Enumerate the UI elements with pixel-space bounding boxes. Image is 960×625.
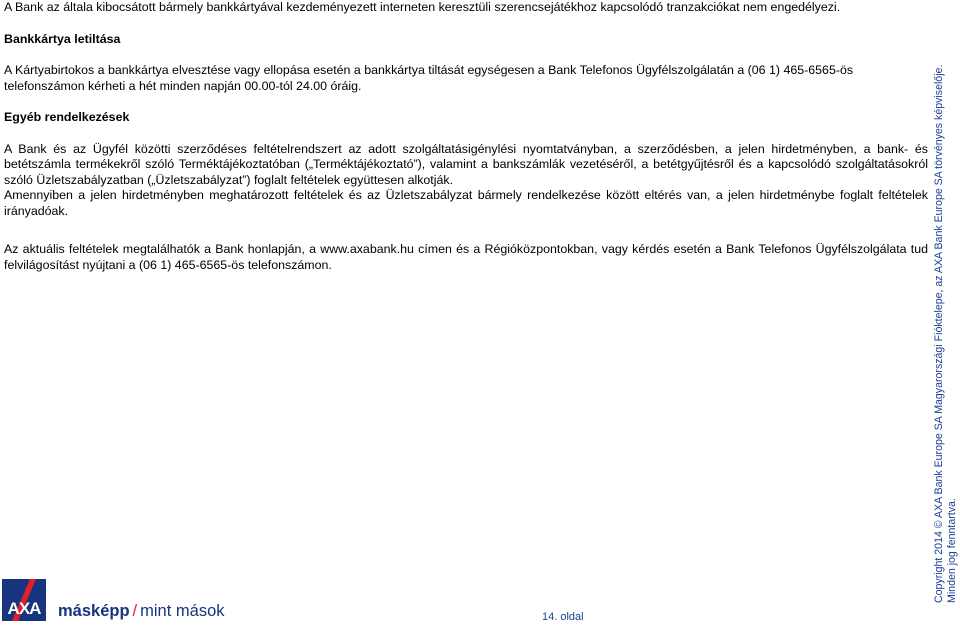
- contract-terms-paragraph: A Bank és az Ügyfél közötti szerződéses feltételrendszert az adott szolgáltatásigénylési nyomtatványban, a szerződésben, a jelen hirdetményben, a bank- és betétszámla termékekről szóló Terméktájékoztatóban („Terméktájékoztató”), valamint a bankszámlák vezetéséről, a betétgyűjtésről és a kapcsolódó szolgáltatásokról szóló Üzletszabályzatban („Üzletszabályzat”) foglalt feltételek együttesen alkotják.: [4, 141, 928, 187]
- current-terms-paragraph: Az aktuális feltételek megtalálhatók a Bank honlapján, a www.axabank.hu címen és a Régióközpontokban, vagy kérdés esetén a Bank Telefonos Ügyfélszolgálata tud felvilágosítást nyújtani a (06 1) 465-6565-ös telefonszámon.: [4, 242, 928, 272]
- brand-slogan: [58, 602, 225, 621]
- slogan-part-1: másképp: [58, 602, 130, 620]
- copyright-sidebar: [929, 0, 960, 603]
- page-number: 14. oldal: [542, 611, 584, 623]
- slogan-part-2: mint mások: [140, 602, 225, 620]
- precedence-paragraph: Amennyiben a jelen hirdetményben meghatározott feltételek és az Üzletszabályzat bármely rendelkezése között eltérés van, a jelen hirdetménybe foglalt feltételek irányadóak.: [4, 188, 928, 218]
- document-body: [4, 0, 928, 273]
- section-heading-other-provisions: Egyéb rendelkezések: [4, 110, 130, 124]
- rights-reserved-line: Minden jog fenntartva.: [946, 498, 958, 603]
- axa-logo: [2, 579, 46, 621]
- section-heading-card-blocking: Bankkártya letiltása: [4, 31, 121, 46]
- card-blocking-paragraph: A Kártyabirtokos a bankkártya elvesztése vagy ellopása esetén a bankkártya tiltását egységesen a Bank Telefonos Ügyfélszolgálatán a (06 1) 465-6565-ös telefonszámon kérheti a hét minden napján 00.00-tól 24.00 óráig.: [4, 63, 854, 93]
- copyright-line: Copyright 2014 © AXA Bank Europe SA Magyarországi Fióktelepe, az AXA Bank Europe SA törvényes képviselője.: [933, 64, 945, 603]
- slogan-separator: /: [132, 602, 138, 620]
- intro-paragraph: A Bank az általa kibocsátott bármely bankkártyával kezdeményezett interneten keresztüli szerencsejátékhoz kapcsolódó tranzakciókat nem engedélyezi.: [4, 0, 841, 14]
- logo-text: AXA: [7, 599, 41, 618]
